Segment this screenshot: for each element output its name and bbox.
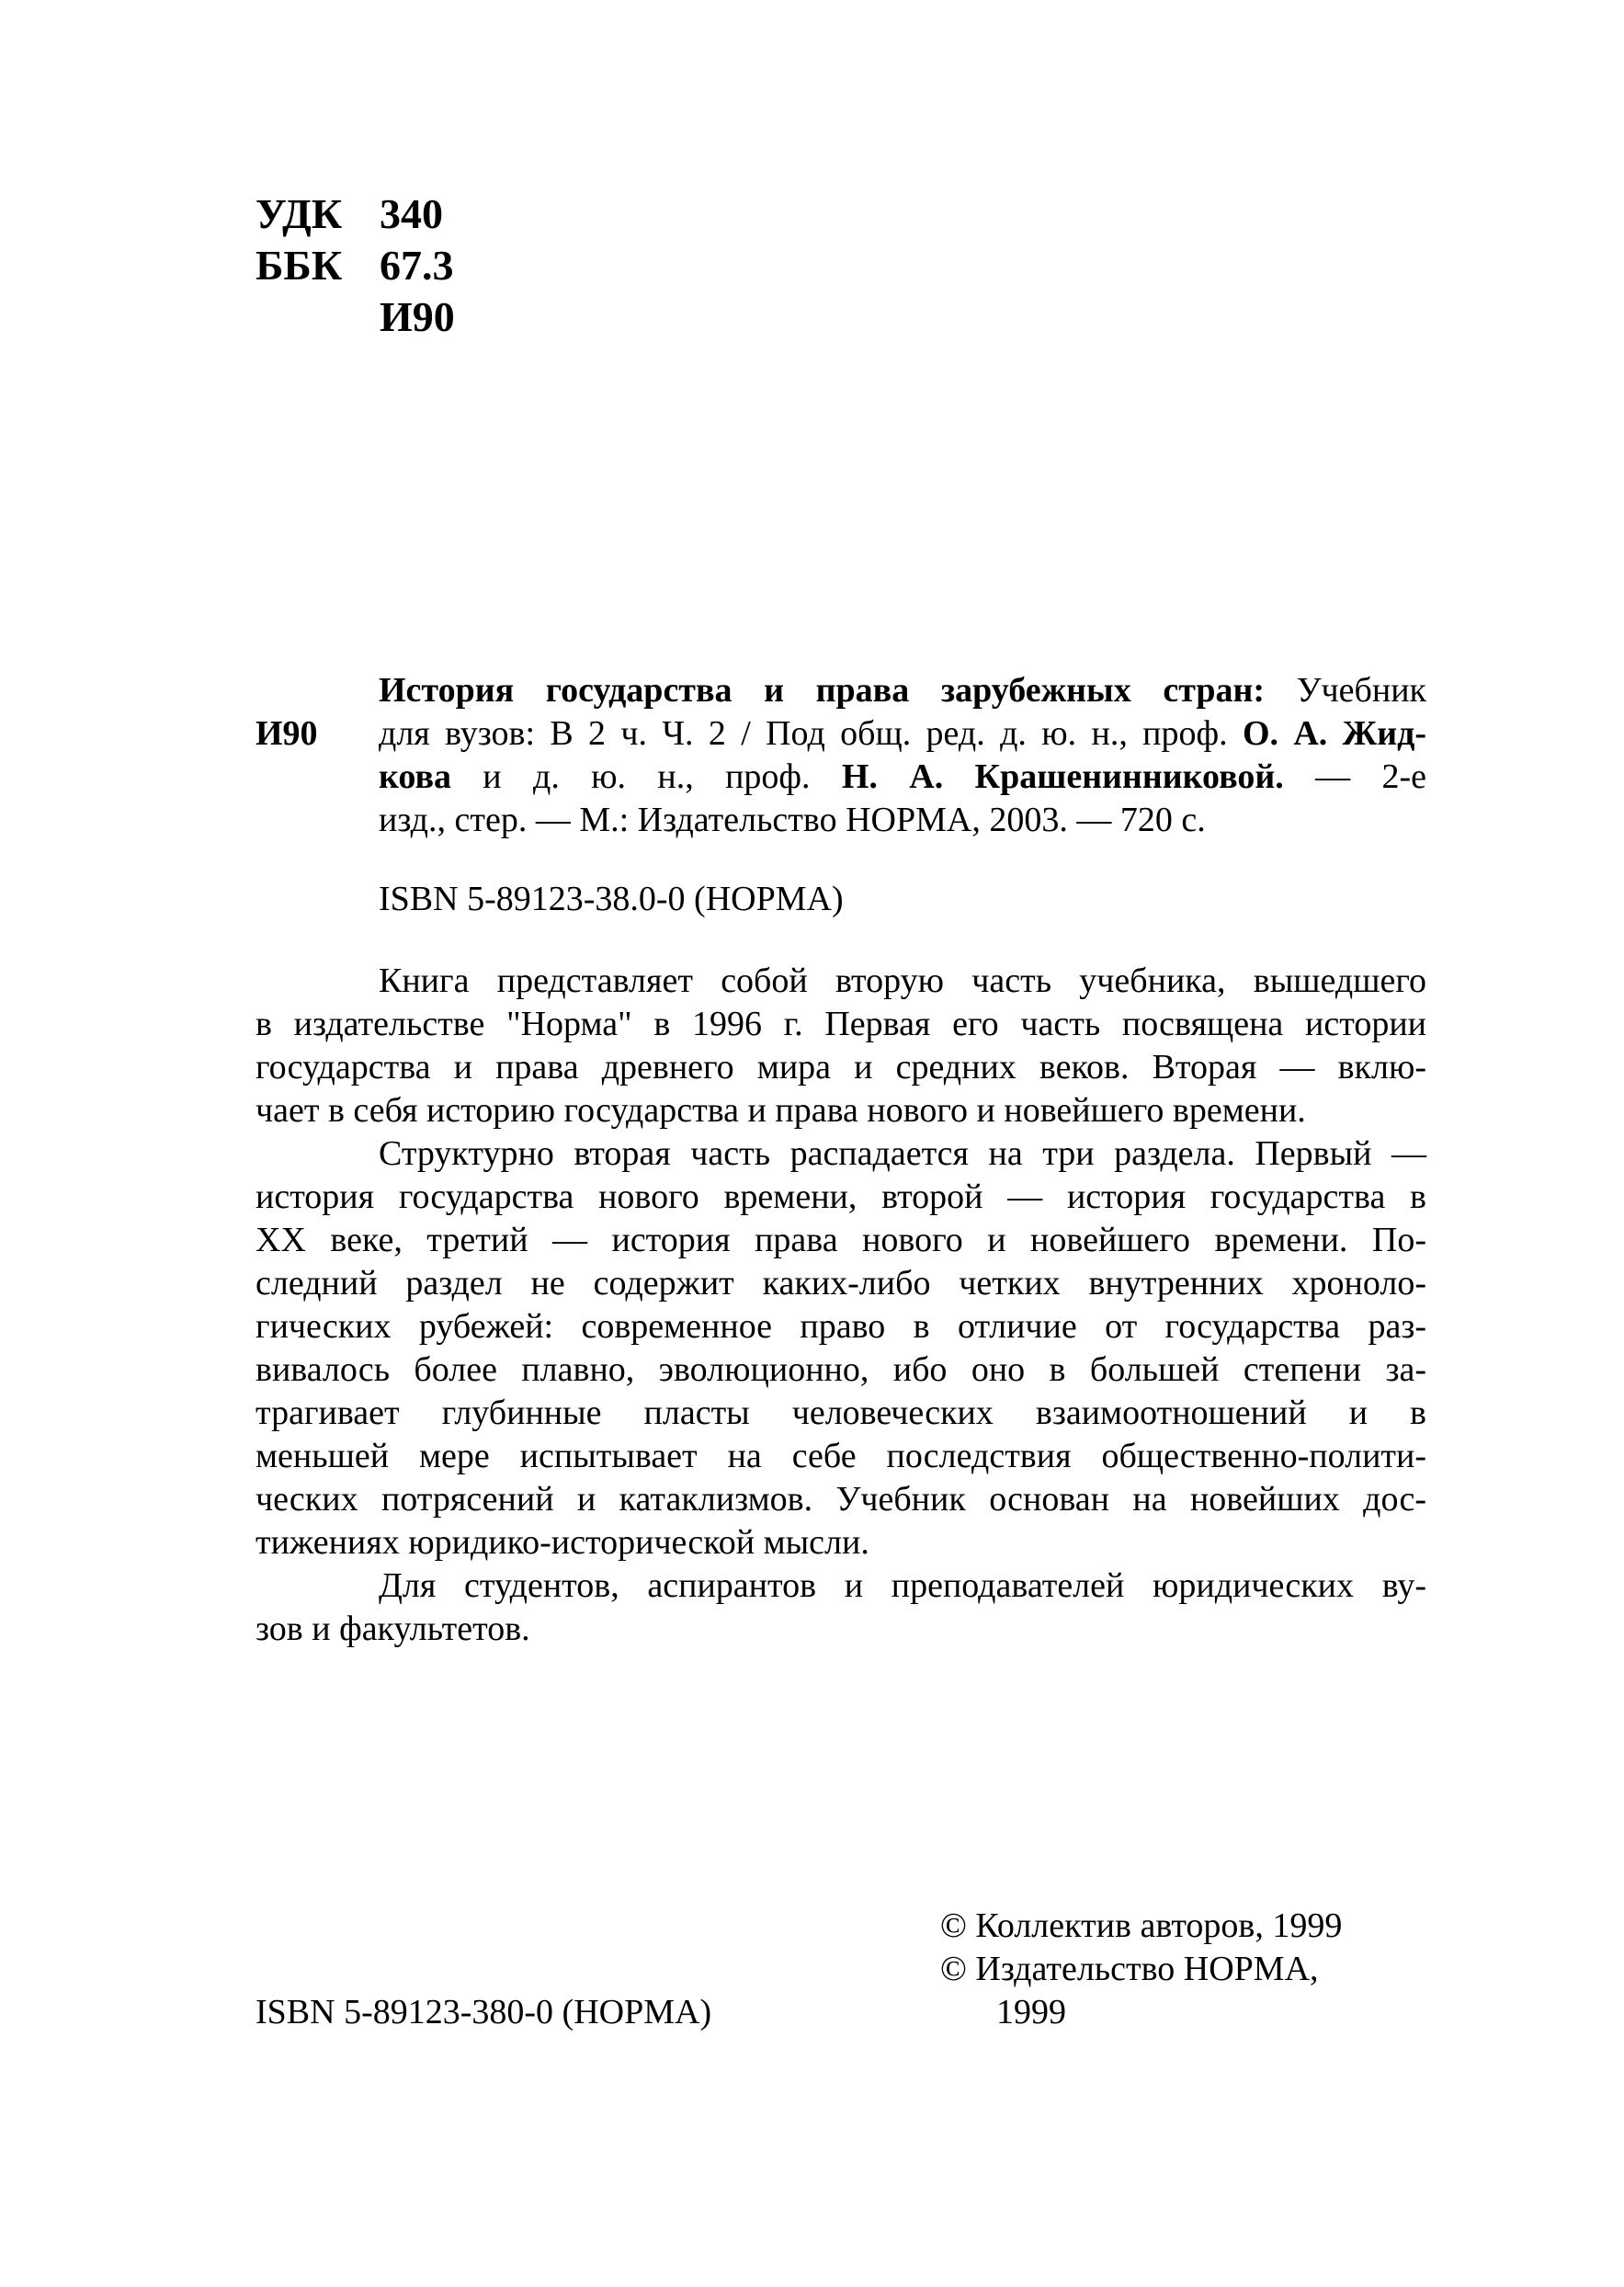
annotation-line: Структурно вторая часть распадается на три раздела. Первый — xyxy=(379,1134,1426,1173)
annotation-line: трагивает глубинные пласты человеческих взаимоотношений и в xyxy=(256,1394,1426,1432)
annotation-line: вивалось более плавно, эволюционно, ибо оно в большей степени за- xyxy=(256,1350,1426,1389)
annotation-paragraph xyxy=(256,960,1426,1132)
bibliography-text-run: Учебник xyxy=(1265,671,1426,710)
annotation-line: следний раздел не содержит каких-либо четких внутренних хроноло- xyxy=(256,1264,1426,1303)
bibliography-line xyxy=(379,712,1426,756)
bibliography-text-run: кова xyxy=(379,757,451,796)
bibliography-text-run: О. А. Жид- xyxy=(1242,714,1426,753)
isbn-top: ISBN 5-89123-38.0-0 (НОРМА) xyxy=(379,880,844,918)
bibliography-text-run: и д. ю. н., проф. xyxy=(450,757,842,796)
bibliography-text-run: для вузов: В 2 ч. Ч. 2 / Под общ. ред. д. ю. н., проф. xyxy=(379,714,1243,753)
udk-value: 340 xyxy=(380,190,443,237)
copyright-line-year: 1999 xyxy=(996,1993,1066,2031)
annotation-line: история государства нового времени, второй — история государства в xyxy=(256,1178,1426,1216)
bibliography-line xyxy=(379,799,1426,842)
annotation-line: ческих потрясений и катаклизмов. Учебник основан на новейших дос- xyxy=(256,1480,1426,1519)
bibliography-text-run: — 2-е xyxy=(1283,757,1426,796)
bibliography-text-run: История государства и права зарубежных стран: xyxy=(379,671,1266,710)
annotation xyxy=(256,960,1426,1651)
udk-label: УДК xyxy=(256,190,343,237)
annotation-line: Для студентов, аспирантов и преподавателей юридических ву- xyxy=(379,1566,1426,1605)
bbk-row xyxy=(256,240,455,291)
annotation-line: Книга представляет собой вторую часть учебника, вышедшего xyxy=(379,961,1426,1000)
bibliography-line xyxy=(379,669,1426,712)
annotation-line: XX веке, третий — история права нового и новейшего времени. По- xyxy=(256,1221,1426,1259)
bibliographic-description xyxy=(379,669,1426,842)
copyright-line-authors: © Коллектив авторов, 1999 xyxy=(940,1906,1343,1945)
annotation-line: в издательстве "Норма" в 1996 г. Первая его часть посвящена истории xyxy=(256,1005,1426,1043)
udk-row xyxy=(256,188,455,240)
annotation-line: чает в себя историю государства и права нового и новейшего времени. xyxy=(256,1091,1306,1130)
bibliography-line xyxy=(379,756,1426,799)
copyright-line-publisher: © Издательство НОРМА, xyxy=(940,1950,1319,1988)
annotation-line: гических рубежей: современное право в отличие от государства раз- xyxy=(256,1307,1426,1346)
classification-codes xyxy=(256,188,455,343)
annotation-paragraph xyxy=(256,1132,1426,1564)
bibliography-text-run: Н. А. Крашенинниковой. xyxy=(841,757,1284,796)
bbk-value: 67.3 xyxy=(380,242,454,289)
bibliography-index: И90 xyxy=(256,714,318,753)
bbk-label: ББК xyxy=(256,242,343,289)
isbn-bottom: ISBN 5-89123-380-0 (НОРМА) xyxy=(256,1993,712,2031)
author-sign: И90 xyxy=(380,293,455,340)
annotation-paragraph xyxy=(256,1564,1426,1651)
author-sign-row xyxy=(256,291,455,343)
annotation-line: зов и факультетов. xyxy=(256,1610,530,1648)
annotation-line: меньшей мере испытывает на себе последствия общественно-полити- xyxy=(256,1437,1426,1475)
annotation-line: государства и права древнего мира и средних веков. Вторая — вклю- xyxy=(256,1048,1426,1087)
bibliography-text-run: изд., стер. — М.: Издательство НОРМА, 2003. — 720 с. xyxy=(379,801,1206,839)
annotation-line: тижениях юридико-исторической мысли. xyxy=(256,1523,869,1562)
copyright-notice xyxy=(940,1905,1342,2034)
